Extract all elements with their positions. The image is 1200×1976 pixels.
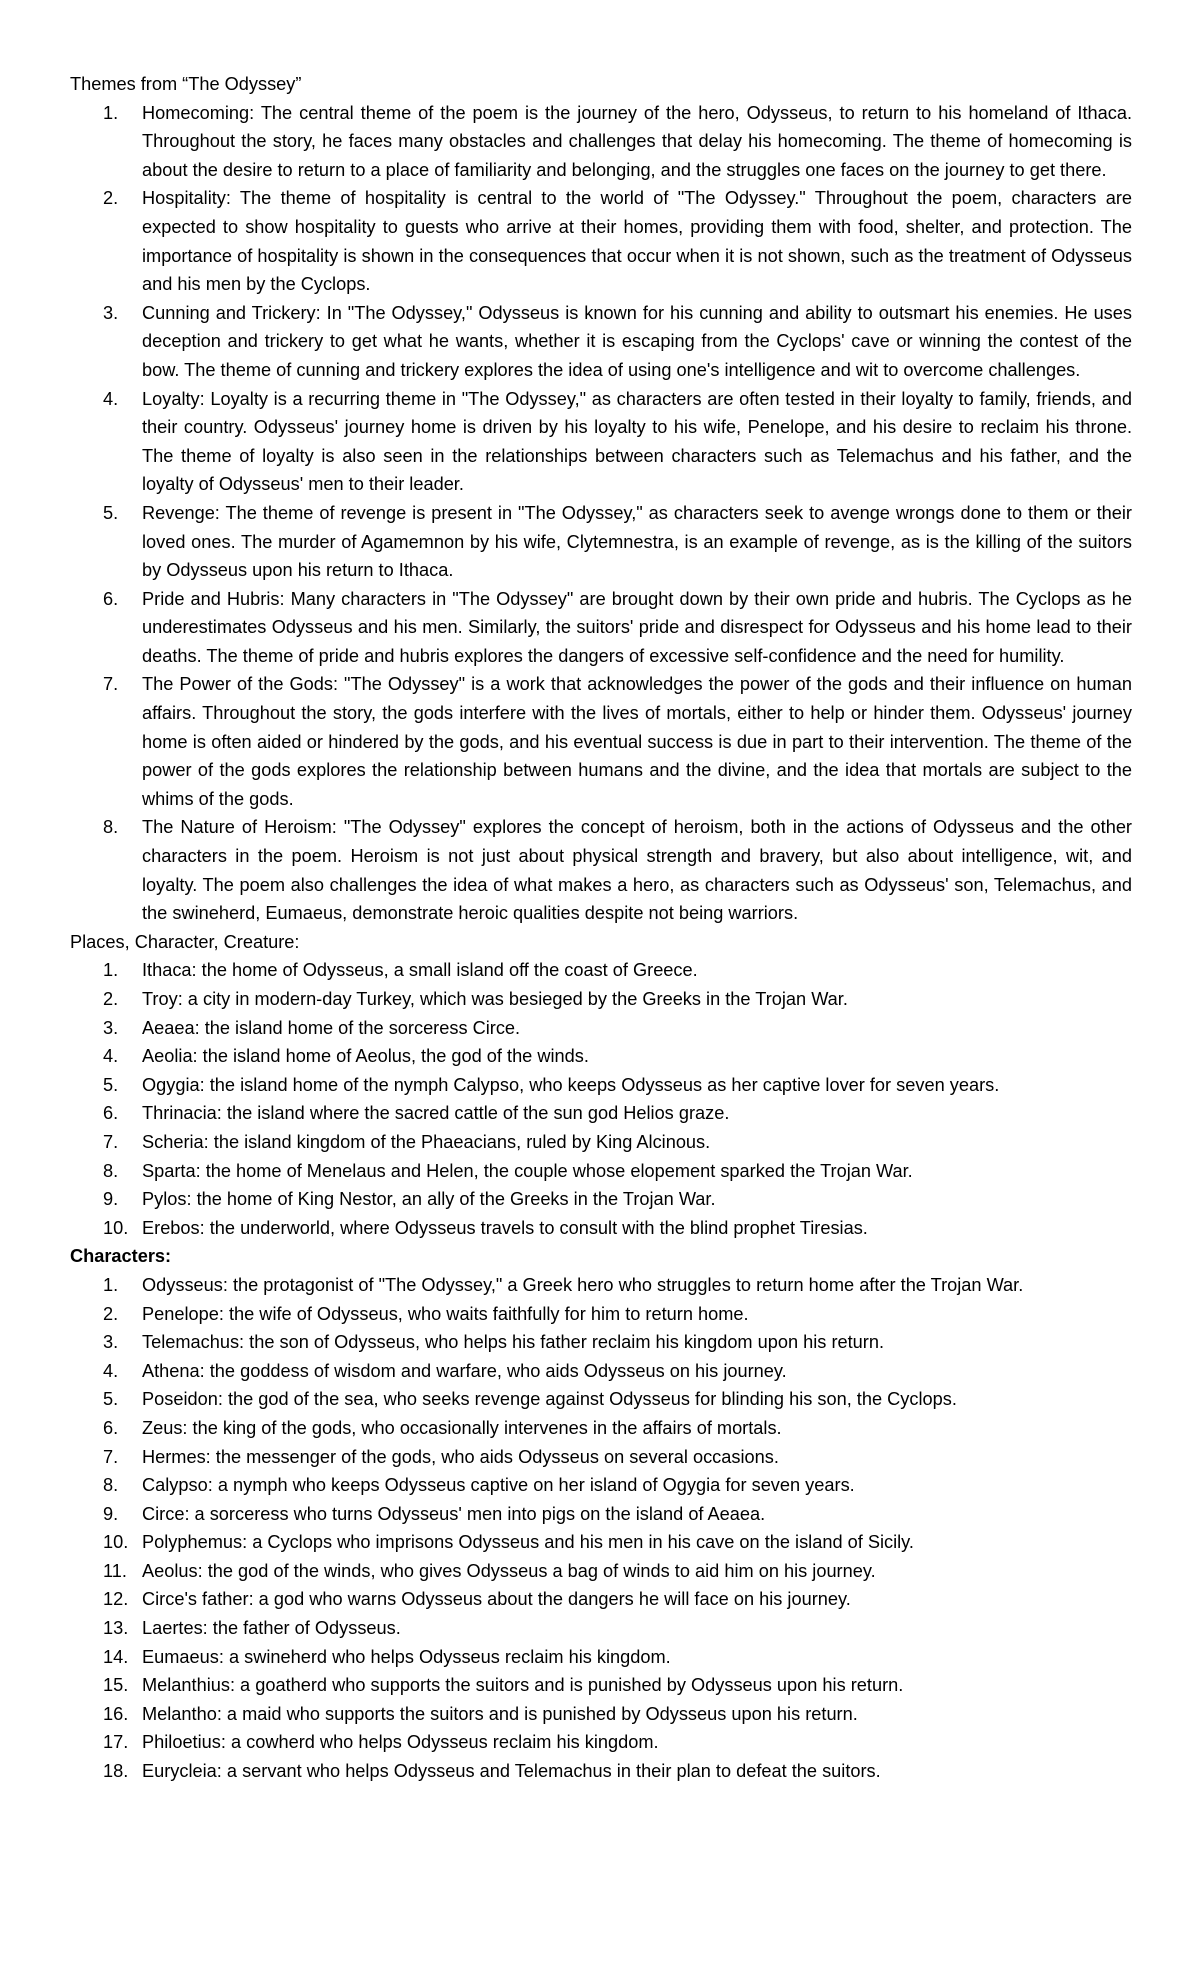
list-item-number: 6.: [103, 1417, 119, 1438]
list-item-text: Troy: a city in modern-day Turkey, which was besieged by the Greeks in the Trojan War.: [142, 989, 848, 1009]
list-item-text: Circe: a sorceress who turns Odysseus' men into pigs on the island of Aeaea.: [142, 1503, 766, 1524]
themes-list-item: [70, 299, 1132, 385]
places-heading: Places, Character, Creature:: [70, 931, 300, 952]
list-item-number: 8.: [103, 1160, 119, 1181]
list-item-text: Hermes: the messenger of the gods, who aids Odysseus on several occasions.: [142, 1446, 779, 1467]
themes-list-item: [70, 670, 1132, 813]
characters-list-item: [70, 1271, 1132, 1300]
characters-list-item: [70, 1471, 1132, 1500]
list-item-text: Eumaeus: a swineherd who helps Odysseus reclaim his kingdom.: [142, 1646, 671, 1667]
characters-heading: Characters:: [70, 1246, 172, 1267]
places-list-item: [70, 1099, 1132, 1128]
list-item-text: Calypso: a nymph who keeps Odysseus captive on her island of Ogygia for seven years.: [142, 1475, 855, 1496]
document-page: [70, 70, 1132, 1786]
characters-list-item: [70, 1528, 1132, 1557]
list-item-number: 4.: [103, 388, 119, 409]
list-item-number: 17.: [103, 1732, 129, 1753]
themes-list-item: [70, 585, 1132, 671]
list-item-number: 4.: [103, 1046, 119, 1067]
themes-heading: Themes from “The Odyssey”: [70, 74, 302, 94]
list-item-number: 5.: [103, 502, 119, 523]
list-item-text: Aeolus: the god of the winds, who gives Odysseus a bag of winds to aid him on his journey.: [142, 1560, 876, 1581]
list-item-number: 12.: [103, 1589, 129, 1610]
list-item-text: Ithaca: the home of Odysseus, a small island off the coast of Greece.: [142, 960, 698, 981]
list-item-number: 14.: [103, 1646, 129, 1667]
list-item-text: Philoetius: a cowherd who helps Odysseus reclaim his kingdom.: [142, 1732, 659, 1753]
list-item-number: 10.: [103, 1217, 129, 1238]
list-item-number: 11.: [103, 1560, 127, 1581]
list-item-number: 15.: [103, 1675, 129, 1696]
list-item-number: 13.: [103, 1618, 129, 1639]
list-item-text: Eurycleia: a servant who helps Odysseus and Telemachus in their plan to defeat the suitors.: [142, 1761, 881, 1782]
list-item-text: Melanthius: a goatherd who supports the suitors and is punished by Odysseus upon his return.: [142, 1675, 904, 1696]
list-item-number: 7.: [103, 674, 119, 695]
characters-list-item: [70, 1585, 1132, 1614]
themes-list-item: [70, 184, 1132, 298]
list-item-text: Aeaea: the island home of the sorceress Circe.: [142, 1017, 521, 1038]
list-item-number: 6.: [103, 588, 119, 609]
list-item-text: Penelope: the wife of Odysseus, who waits faithfully for him to return home.: [142, 1303, 749, 1324]
list-item-text: Cunning and Trickery: In "The Odyssey," Odysseus is known for his cunning and ability to outsmart his enemies. He uses deception and trickery to get what he wants, whether it is escaping from the Cyclops' cave or winning the contest of the bow. The theme of cunning and trickery explores the idea of using one's intelligence and wit to overcome challenges.: [142, 302, 1132, 380]
list-item-number: 2.: [103, 188, 119, 209]
list-item-text: Hospitality: The theme of hospitality is central to the world of "The Odyssey." Throughout the poem, characters are expected to show hospitality to guests who arrive at their homes, providing them with food, shelter, and protection. The importance of hospitality is shown in the consequences that occur when it is not shown, such as the treatment of Odysseus and his men by the Cyclops.: [142, 188, 1132, 295]
list-item-number: 9.: [103, 1189, 119, 1210]
characters-list-item: [70, 1557, 1132, 1586]
list-item-text: Sparta: the home of Menelaus and Helen, the couple whose elopement sparked the Trojan War.: [142, 1160, 913, 1181]
list-item-number: 7.: [103, 1131, 119, 1152]
list-item-number: 1.: [103, 1274, 119, 1295]
list-item-number: 10.: [103, 1532, 129, 1553]
list-item-text: Telemachus: the son of Odysseus, who helps his father reclaim his kingdom upon his return.: [142, 1332, 885, 1353]
characters-list-item: [70, 1500, 1132, 1529]
places-list-item: [70, 1071, 1132, 1100]
themes-list-item: [70, 99, 1132, 185]
themes-list-item: [70, 813, 1132, 927]
list-item-text: The Nature of Heroism: "The Odyssey" explores the concept of heroism, both in the actions of Odysseus and the other characters in the poem. Heroism is not just about physical strength and bravery, but also about intelligence, wit, and loyalty. The poem also challenges the idea of what makes a hero, as characters such as Odysseus' son, Telemachus, and the swineherd, Eumaeus, demonstrate heroic qualities despite not being warriors.: [142, 817, 1132, 924]
list-item-number: 3.: [103, 302, 119, 323]
list-item-number: 2.: [103, 989, 119, 1009]
list-item-text: Aeolia: the island home of Aeolus, the god of the winds.: [142, 1046, 589, 1067]
characters-list-item: [70, 1328, 1132, 1357]
list-item-number: 8.: [103, 817, 119, 838]
characters-list-item: [70, 1414, 1132, 1443]
list-item-number: 5.: [103, 1074, 119, 1095]
list-item-text: Scheria: the island kingdom of the Phaeacians, ruled by King Alcinous.: [142, 1131, 711, 1152]
characters-list-item: [70, 1385, 1132, 1414]
list-item-text: The Power of the Gods: "The Odyssey" is a work that acknowledges the power of the gods and their influence on human affairs. Throughout the story, the gods interfere with the lives of mortals, either to help or hinder them. Odysseus' journey home is often aided or hindered by the gods, and his eventual success is due in part to their intervention. The theme of the power of the gods explores the relationship between humans and the divine, and the idea that mortals are subject to the whims of the gods.: [142, 674, 1132, 809]
characters-list-item: [70, 1700, 1132, 1729]
list-item-number: 2.: [103, 1303, 119, 1324]
places-list-item: [70, 1157, 1132, 1186]
places-list-item: [70, 1128, 1132, 1157]
characters-list-item: [70, 1671, 1132, 1700]
list-item-text: Thrinacia: the island where the sacred cattle of the sun god Helios graze.: [142, 1103, 730, 1124]
list-item-number: 1.: [103, 960, 119, 981]
list-item-number: 6.: [103, 1103, 119, 1124]
list-item-text: Laertes: the father of Odysseus.: [142, 1618, 401, 1639]
list-item-text: Athena: the goddess of wisdom and warfare, who aids Odysseus on his journey.: [142, 1360, 787, 1381]
list-item-number: 9.: [103, 1503, 119, 1524]
list-item-text: Revenge: The theme of revenge is present in "The Odyssey," as characters seek to avenge wrongs done to them or their loved ones. The murder of Agamemnon by his wife, Clytemnestra, is an example of revenge, as is the killing of the suitors by Odysseus upon his return to Ithaca.: [142, 502, 1132, 581]
list-item-number: 7.: [103, 1446, 119, 1467]
places-list-item: [70, 1042, 1132, 1071]
themes-list-item: [70, 385, 1132, 499]
characters-list: [70, 1271, 1132, 1786]
list-item-number: 3.: [103, 1332, 119, 1353]
list-item-text: Zeus: the king of the gods, who occasionally intervenes in the affairs of mortals.: [142, 1417, 782, 1438]
list-item-text: Homecoming: The central theme of the poem is the journey of the hero, Odysseus, to return to his homeland of Ithaca. Throughout the story, he faces many obstacles and challenges that delay his homecoming. The theme of homecoming is about the desire to return to a place of familiarity and belonging, and the struggles one faces on the journey to get there.: [142, 102, 1132, 180]
list-item-text: Pylos: the home of King Nestor, an ally of the Greeks in the Trojan War.: [142, 1189, 716, 1210]
list-item-text: Melantho: a maid who supports the suitors and is punished by Odysseus upon his return.: [142, 1703, 858, 1724]
characters-list-item: [70, 1728, 1132, 1757]
places-list-item: [70, 956, 1132, 985]
themes-list: [70, 99, 1132, 928]
places-list-item: [70, 985, 1132, 1014]
list-item-number: 3.: [103, 1017, 119, 1038]
list-item-text: Poseidon: the god of the sea, who seeks revenge against Odysseus for blinding his son, the Cyclops.: [142, 1389, 957, 1410]
list-item-text: Polyphemus: a Cyclops who imprisons Odysseus and his men in his cave on the island of Sicily.: [142, 1532, 914, 1553]
characters-list-item: [70, 1357, 1132, 1386]
characters-list-item: [70, 1443, 1132, 1472]
list-item-text: Erebos: the underworld, where Odysseus travels to consult with the blind prophet Tiresias.: [142, 1217, 868, 1238]
characters-list-item: [70, 1300, 1132, 1329]
list-item-text: Odysseus: the protagonist of "The Odyssey," a Greek hero who struggles to return home after the Trojan War.: [142, 1274, 1024, 1295]
characters-list-item: [70, 1614, 1132, 1643]
list-item-number: 5.: [103, 1389, 119, 1410]
list-item-text: Pride and Hubris: Many characters in "The Odyssey" are brought down by their own pride and hubris. The Cyclops as he underestimates Odysseus and his men. Similarly, the suitors' pride and disrespect for Odysseus and his home lead to their deaths. The theme of pride and hubris explores the dangers of excessive self-confidence and the need for humility.: [142, 588, 1132, 666]
themes-list-item: [70, 499, 1132, 585]
list-item-text: Ogygia: the island home of the nymph Calypso, who keeps Odysseus as her captive lover for seven years.: [142, 1074, 1000, 1095]
places-list-item: [70, 1214, 1132, 1243]
places-list: [70, 956, 1132, 1242]
characters-list-item: [70, 1643, 1132, 1672]
list-item-number: 1.: [103, 102, 119, 123]
places-list-item: [70, 1185, 1132, 1214]
characters-list-item: [70, 1757, 1132, 1786]
list-item-number: 18.: [103, 1761, 129, 1782]
list-item-number: 16.: [103, 1703, 129, 1724]
list-item-number: 8.: [103, 1475, 119, 1496]
places-list-item: [70, 1014, 1132, 1043]
list-item-text: Circe's father: a god who warns Odysseus about the dangers he will face on his journey.: [142, 1589, 851, 1610]
list-item-text: Loyalty: Loyalty is a recurring theme in "The Odyssey," as characters are often tested in their loyalty to family, friends, and their country. Odysseus' journey home is driven by his loyalty to his wife, Penelope, and his desire to reclaim his throne. The theme of loyalty is also seen in the relationships between characters such as Telemachus and his father, and the loyalty of Odysseus' men to their leader.: [142, 388, 1132, 495]
list-item-number: 4.: [103, 1360, 119, 1381]
